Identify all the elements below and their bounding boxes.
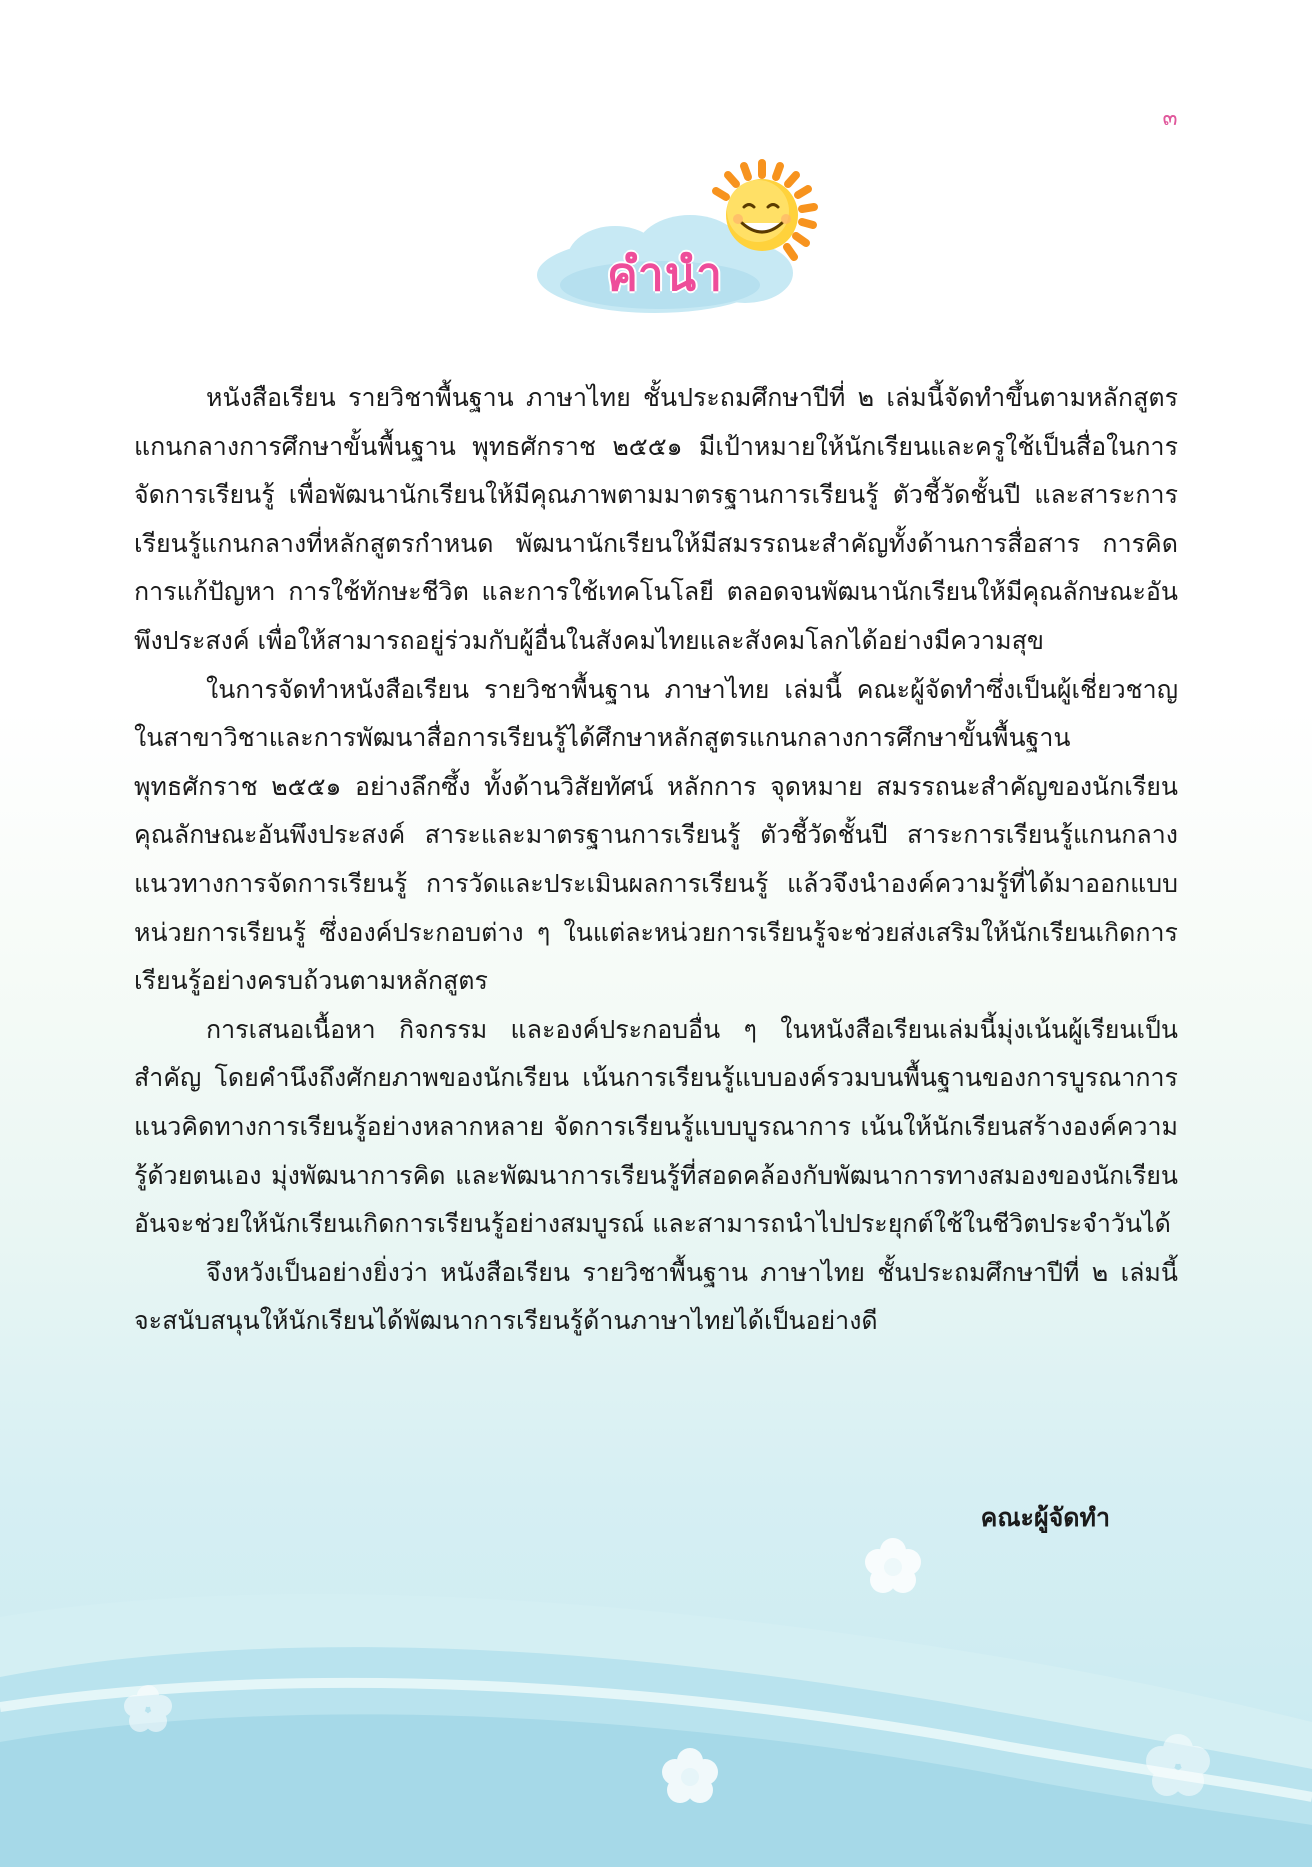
paragraph-4: จึงหวังเป็นอย่างยิ่งว่า หนังสือเรียน รายวิชาพื้นฐาน ภาษาไทย ชั้นประถมศึกษาปีที่ ๒ เล่มนี้จะสนับสนุนให้นักเรียนได้พัฒนาการเรียนรู้ด้านภาษาไทยได้เป็นอย่างดี (134, 1257, 1178, 1336)
paragraph-3: การเสนอเนื้อหา กิจกรรม และองค์ประกอบอื่น ๆ ในหนังสือเรียนเล่มนี้มุ่งเน้นผู้เรียนเป็นสำคัญ โดยคำนึงถึงศักยภาพของนักเรียน เน้นการเรียนรู้แบบองค์รวมบนพื้นฐานของการบูรณาการแนวคิดทางการเรียนรู้อย่างหลากหลาย จัดการเรียนรู้แบบบูรณาการ เน้นให้นักเรียนสร้างองค์ความรู้ด้วยตนเอง มุ่งพัฒนาการคิด และพัฒนาการเรียนรู้ที่สอดคล้องกับพัฒนาการทางสมองของนักเรียน อันจะช่วยให้นักเรียนเกิดการเรียนรู้อย่างสมบูรณ์ และสามารถนำไปประยุกต์ใช้ในชีวิตประจำวันได้ (134, 1014, 1178, 1239)
page-title: คำนำ (607, 247, 723, 301)
page-number: ๓ (1162, 106, 1178, 131)
paragraph-2: ในการจัดทำหนังสือเรียน รายวิชาพื้นฐาน ภาษาไทย เล่มนี้ คณะผู้จัดทำซึ่งเป็นผู้เชี่ยวชาญในสาขาวิชาและการพัฒนาสื่อการเรียนรู้ได้ศึกษาหลักสูตรแกนกลางการศึกษาขั้นพื้นฐาน พุทธศักราช ๒๕๕๑ อย่างลึกซึ้ง ทั้งด้านวิสัยทัศน์ หลักการ จุดหมาย สมรรถนะสำคัญของนักเรียน คุณลักษณะอันพึงประสงค์ สาระและมาตรฐานการเรียนรู้ ตัวชี้วัดชั้นปี สาระการเรียนรู้แกนกลาง แนวทางการจัดการเรียนรู้ การวัดและประเมินผลการเรียนรู้ แล้วจึงนำองค์ความรู้ที่ได้มาออกแบบหน่วยการเรียนรู้ ซึ่งองค์ประกอบต่าง ๆ ในแต่ละหน่วยการเรียนรู้จะช่วยส่งเสริมให้นักเรียนเกิดการเรียนรู้อย่างครบถ้วนตามหลักสูตร (134, 674, 1178, 996)
body-text (134, 374, 1178, 1346)
signature: คณะผู้จัดทำ (980, 1503, 1110, 1532)
flower-icon (865, 1538, 921, 1593)
paragraph-1: หนังสือเรียน รายวิชาพื้นฐาน ภาษาไทย ชั้นประถมศึกษาปีที่ ๒ เล่มนี้จัดทำขึ้นตามหลักสูตรแกนกลางการศึกษาขั้นพื้นฐาน พุทธศักราช ๒๕๕๑ มีเป้าหมายให้นักเรียนและครูใช้เป็นสื่อในการจัดการเรียนรู้ เพื่อพัฒนานักเรียนให้มีคุณภาพตามมาตรฐานการเรียนรู้ ตัวชี้วัดชั้นปี และสาระการเรียนรู้แกนกลางที่หลักสูตรกำหนด พัฒนานักเรียนให้มีสมรรถนะสำคัญทั้งด้านการสื่อสาร การคิด การแก้ปัญหา การใช้ทักษะชีวิต และการใช้เทคโนโลยี ตลอดจนพัฒนานักเรียนให้มีคุณลักษณะอันพึงประสงค์ เพื่อให้สามารถอยู่ร่วมกับผู้อื่นในสังคมไทยและสังคมโลกได้อย่างมีความสุข (134, 383, 1178, 655)
bottom-wave-decoration (0, 1507, 1312, 1867)
